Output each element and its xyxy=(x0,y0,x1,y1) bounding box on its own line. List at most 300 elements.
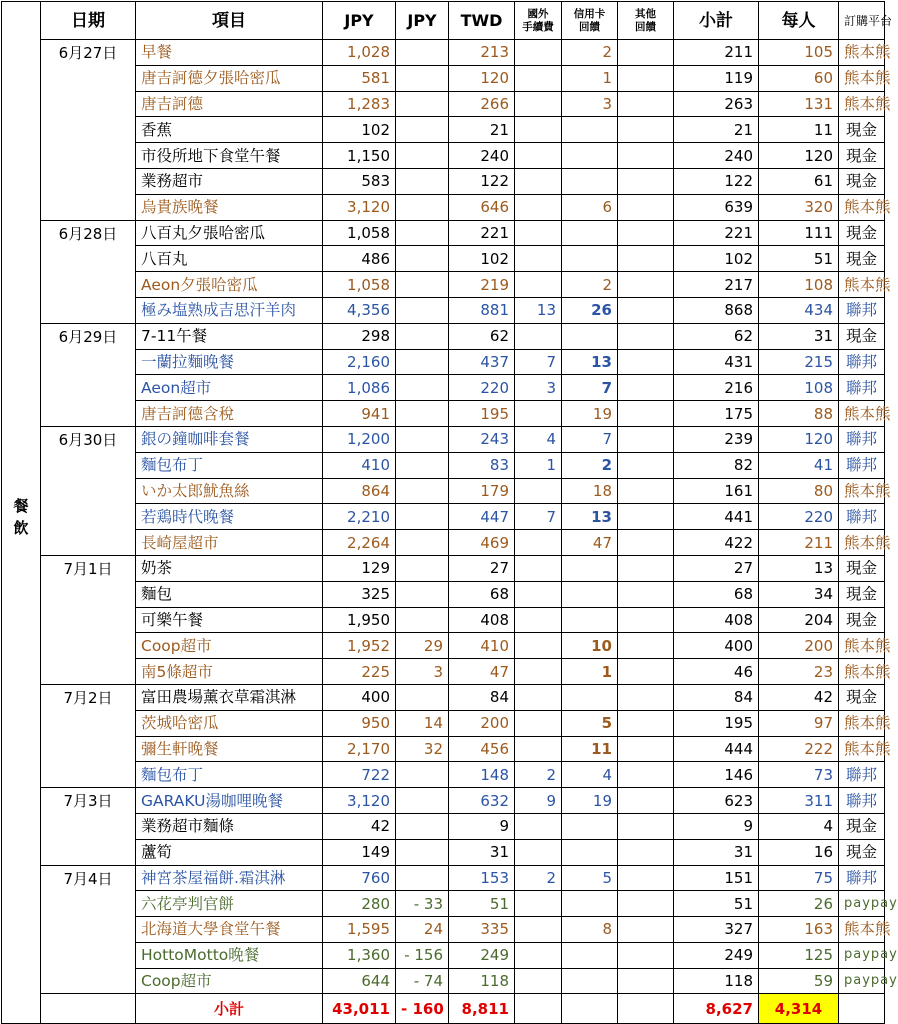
item-cell: 烏貴族晚餐 xyxy=(136,194,323,220)
foreign-fee-cell xyxy=(515,710,562,736)
jpy-cell: 644 xyxy=(323,968,396,994)
card-rebate-cell: 4 xyxy=(562,762,618,788)
platform-cell: 現金 xyxy=(839,555,885,581)
jpy-cell: 298 xyxy=(323,323,396,349)
twd-cell: 221 xyxy=(449,220,515,246)
per-person-cell: 204 xyxy=(759,607,839,633)
per-person-cell: 80 xyxy=(759,478,839,504)
jpy-adjust-header: JPY xyxy=(396,2,449,40)
card-rebate-cell: 6 xyxy=(562,194,618,220)
twd-cell: 266 xyxy=(449,91,515,117)
twd-cell: 213 xyxy=(449,40,515,66)
platform-cell: 現金 xyxy=(839,607,885,633)
subtotal-cell: 217 xyxy=(674,272,759,298)
per-person-cell: 13 xyxy=(759,555,839,581)
total-per-person: 4,314 xyxy=(759,994,839,1024)
foreign-fee-cell xyxy=(515,194,562,220)
card-rebate-cell: 47 xyxy=(562,530,618,556)
per-person-cell: 51 xyxy=(759,246,839,272)
twd-cell: 122 xyxy=(449,168,515,194)
total-label: 小計 xyxy=(136,994,323,1024)
jpy-adjust-cell xyxy=(396,504,449,530)
item-cell: 八百丸夕張哈密瓜 xyxy=(136,220,323,246)
twd-cell: 118 xyxy=(449,968,515,994)
card-rebate-cell: 19 xyxy=(562,788,618,814)
other-rebate-cell xyxy=(618,143,674,169)
platform-cell: 聯邦 xyxy=(839,504,885,530)
per-person-cell: 108 xyxy=(759,272,839,298)
other-rebate-cell xyxy=(618,839,674,865)
jpy-adjust-cell xyxy=(396,297,449,323)
jpy-cell: 1,150 xyxy=(323,143,396,169)
date-cell: 6月29日 xyxy=(41,323,136,426)
twd-cell: 220 xyxy=(449,375,515,401)
subtotal-cell: 249 xyxy=(674,942,759,968)
card-rebate-cell xyxy=(562,555,618,581)
per-person-cell: 120 xyxy=(759,143,839,169)
subtotal-cell: 68 xyxy=(674,581,759,607)
subtotal-cell: 431 xyxy=(674,349,759,375)
per-person-cell: 311 xyxy=(759,788,839,814)
jpy-cell: 2,160 xyxy=(323,349,396,375)
foreign-fee-cell: 7 xyxy=(515,349,562,375)
twd-cell: 153 xyxy=(449,865,515,891)
foreign-fee-cell xyxy=(515,607,562,633)
item-cell: 唐吉訶德含稅 xyxy=(136,401,323,427)
foreign-fee-cell xyxy=(515,813,562,839)
other-rebate-cell xyxy=(618,917,674,943)
date-cell: 6月30日 xyxy=(41,426,136,555)
item-header: 項目 xyxy=(136,2,323,40)
card-rebate-cell: 13 xyxy=(562,504,618,530)
subtotal-cell: 216 xyxy=(674,375,759,401)
other-rebate-cell xyxy=(618,607,674,633)
other-rebate-cell xyxy=(618,684,674,710)
jpy-cell: 864 xyxy=(323,478,396,504)
foreign-fee-cell xyxy=(515,917,562,943)
subtotal-header: 小計 xyxy=(674,2,759,40)
foreign-fee-cell xyxy=(515,581,562,607)
subtotal-cell: 175 xyxy=(674,401,759,427)
other-rebate-cell xyxy=(618,865,674,891)
platform-cell: 熊本熊 xyxy=(839,194,885,220)
platform-cell: 現金 xyxy=(839,581,885,607)
item-cell: Aeon超市 xyxy=(136,375,323,401)
item-cell: 唐吉訶德夕張哈密瓜 xyxy=(136,65,323,91)
card-rebate-cell: 8 xyxy=(562,917,618,943)
per-person-cell: 131 xyxy=(759,91,839,117)
card-rebate-cell xyxy=(562,117,618,143)
foreign-fee-cell xyxy=(515,684,562,710)
foreign-fee-cell xyxy=(515,736,562,762)
twd-cell: 335 xyxy=(449,917,515,943)
total-fee xyxy=(515,994,562,1024)
subtotal-cell: 51 xyxy=(674,891,759,917)
platform-cell: 熊本熊 xyxy=(839,272,885,298)
card-rebate-cell xyxy=(562,891,618,917)
header-row xyxy=(2,2,885,40)
jpy-cell: 400 xyxy=(323,684,396,710)
foreign-fee-cell xyxy=(515,555,562,581)
jpy-cell: 941 xyxy=(323,401,396,427)
jpy-cell: 42 xyxy=(323,813,396,839)
item-cell: 若鶏時代晚餐 xyxy=(136,504,323,530)
platform-cell: 聯邦 xyxy=(839,426,885,452)
item-cell: 長崎屋超市 xyxy=(136,530,323,556)
foreign-fee-cell xyxy=(515,530,562,556)
platform-cell: 聯邦 xyxy=(839,349,885,375)
platform-cell: 現金 xyxy=(839,813,885,839)
foreign-fee-cell xyxy=(515,839,562,865)
total-platform xyxy=(839,994,885,1024)
jpy-cell: 102 xyxy=(323,117,396,143)
platform-cell: 熊本熊 xyxy=(839,633,885,659)
jpy-adjust-cell xyxy=(396,865,449,891)
foreign-fee-cell xyxy=(515,65,562,91)
other-rebate-cell xyxy=(618,40,674,66)
other-rebate-cell xyxy=(618,452,674,478)
jpy-adjust-cell xyxy=(396,91,449,117)
jpy-cell: 410 xyxy=(323,452,396,478)
jpy-cell: 950 xyxy=(323,710,396,736)
item-cell: Coop超市 xyxy=(136,633,323,659)
platform-cell: 聯邦 xyxy=(839,865,885,891)
total-subtotal: 8,627 xyxy=(674,994,759,1024)
table-row xyxy=(2,40,885,66)
subtotal-cell: 240 xyxy=(674,143,759,169)
item-cell: Aeon夕張哈密瓜 xyxy=(136,272,323,298)
jpy-cell: 1,028 xyxy=(323,40,396,66)
date-cell: 7月1日 xyxy=(41,555,136,684)
card-rebate-cell xyxy=(562,323,618,349)
item-cell: 業務超市麵條 xyxy=(136,813,323,839)
other-rebate-cell xyxy=(618,323,674,349)
subtotal-cell: 400 xyxy=(674,633,759,659)
card-rebate-header: 信用卡 回饋 xyxy=(562,2,618,40)
jpy-adjust-cell xyxy=(396,349,449,375)
item-cell: 唐吉訶德 xyxy=(136,91,323,117)
per-person-cell: 108 xyxy=(759,375,839,401)
per-person-cell: 120 xyxy=(759,426,839,452)
category-header xyxy=(2,2,41,40)
twd-cell: 51 xyxy=(449,891,515,917)
jpy-adjust-cell xyxy=(396,607,449,633)
foreign-fee-cell xyxy=(515,891,562,917)
date-header: 日期 xyxy=(41,2,136,40)
card-rebate-cell xyxy=(562,246,618,272)
card-rebate-cell xyxy=(562,143,618,169)
subtotal-cell: 62 xyxy=(674,323,759,349)
jpy-cell: 1,283 xyxy=(323,91,396,117)
jpy-cell: 486 xyxy=(323,246,396,272)
twd-cell: 410 xyxy=(449,633,515,659)
per-person-cell: 34 xyxy=(759,581,839,607)
platform-cell: 現金 xyxy=(839,117,885,143)
per-person-cell: 215 xyxy=(759,349,839,375)
jpy-cell: 325 xyxy=(323,581,396,607)
platform-cell: 熊本熊 xyxy=(839,91,885,117)
twd-cell: 447 xyxy=(449,504,515,530)
category-label: 餐 飲 xyxy=(2,40,41,994)
foreign-fee-cell xyxy=(515,117,562,143)
per-person-cell: 26 xyxy=(759,891,839,917)
per-person-cell: 60 xyxy=(759,65,839,91)
item-cell: 南5條超市 xyxy=(136,659,323,685)
jpy-adjust-cell xyxy=(396,117,449,143)
table-row xyxy=(2,555,885,581)
platform-cell: 聯邦 xyxy=(839,375,885,401)
platform-cell: 聯邦 xyxy=(839,452,885,478)
other-rebate-cell xyxy=(618,65,674,91)
twd-cell: 120 xyxy=(449,65,515,91)
subtotal-cell: 31 xyxy=(674,839,759,865)
card-rebate-cell xyxy=(562,581,618,607)
foreign-fee-cell: 3 xyxy=(515,375,562,401)
subtotal-cell: 211 xyxy=(674,40,759,66)
platform-cell: 現金 xyxy=(839,839,885,865)
platform-cell: 現金 xyxy=(839,168,885,194)
jpy-cell: 760 xyxy=(323,865,396,891)
platform-cell: 熊本熊 xyxy=(839,736,885,762)
subtotal-cell: 27 xyxy=(674,555,759,581)
twd-cell: 219 xyxy=(449,272,515,298)
twd-cell: 243 xyxy=(449,426,515,452)
subtotal-cell: 21 xyxy=(674,117,759,143)
total-jpy: 43,011 xyxy=(323,994,396,1024)
platform-cell: 熊本熊 xyxy=(839,530,885,556)
platform-cell: paypay xyxy=(839,891,885,917)
card-rebate-cell: 18 xyxy=(562,478,618,504)
jpy-cell: 2,170 xyxy=(323,736,396,762)
date-cell: 7月4日 xyxy=(41,865,136,994)
platform-cell: 熊本熊 xyxy=(839,659,885,685)
foreign-fee-cell: 13 xyxy=(515,297,562,323)
item-cell: HottoMotto晚餐 xyxy=(136,942,323,968)
card-rebate-cell xyxy=(562,220,618,246)
platform-cell: 聯邦 xyxy=(839,788,885,814)
table-row xyxy=(2,426,885,452)
jpy-cell: 1,360 xyxy=(323,942,396,968)
card-rebate-cell: 11 xyxy=(562,736,618,762)
jpy-adjust-cell: 14 xyxy=(396,710,449,736)
other-rebate-cell xyxy=(618,659,674,685)
jpy-cell: 1,950 xyxy=(323,607,396,633)
subtotal-cell: 119 xyxy=(674,65,759,91)
jpy-adjust-cell xyxy=(396,65,449,91)
platform-cell: 熊本熊 xyxy=(839,401,885,427)
subtotal-cell: 82 xyxy=(674,452,759,478)
jpy-adjust-cell xyxy=(396,246,449,272)
item-cell: 六花亭判官餅 xyxy=(136,891,323,917)
per-person-cell: 61 xyxy=(759,168,839,194)
platform-cell: 聯邦 xyxy=(839,762,885,788)
jpy-cell: 1,086 xyxy=(323,375,396,401)
other-rebate-cell xyxy=(618,504,674,530)
other-rebate-cell xyxy=(618,297,674,323)
item-cell: 富田農場薰衣草霜淇淋 xyxy=(136,684,323,710)
card-rebate-cell: 1 xyxy=(562,659,618,685)
subtotal-cell: 118 xyxy=(674,968,759,994)
per-person-cell: 42 xyxy=(759,684,839,710)
jpy-adjust-cell xyxy=(396,581,449,607)
twd-cell: 83 xyxy=(449,452,515,478)
card-rebate-cell: 2 xyxy=(562,272,618,298)
foreign-fee-header: 國外 手續費 xyxy=(515,2,562,40)
per-person-cell: 105 xyxy=(759,40,839,66)
twd-cell: 179 xyxy=(449,478,515,504)
card-rebate-cell: 26 xyxy=(562,297,618,323)
other-rebate-cell xyxy=(618,401,674,427)
platform-cell: 聯邦 xyxy=(839,297,885,323)
other-rebate-cell xyxy=(618,426,674,452)
card-rebate-cell: 1 xyxy=(562,65,618,91)
jpy-cell: 225 xyxy=(323,659,396,685)
per-person-cell: 320 xyxy=(759,194,839,220)
per-person-cell: 73 xyxy=(759,762,839,788)
item-cell: 7-11午餐 xyxy=(136,323,323,349)
card-rebate-cell: 13 xyxy=(562,349,618,375)
item-cell: 彌生軒晚餐 xyxy=(136,736,323,762)
foreign-fee-cell xyxy=(515,478,562,504)
foreign-fee-cell: 2 xyxy=(515,865,562,891)
other-rebate-cell xyxy=(618,168,674,194)
jpy-cell: 1,058 xyxy=(323,220,396,246)
jpy-adjust-cell xyxy=(396,426,449,452)
jpy-adjust-cell xyxy=(396,788,449,814)
other-rebate-cell xyxy=(618,762,674,788)
jpy-cell: 2,210 xyxy=(323,504,396,530)
item-cell: 蘆筍 xyxy=(136,839,323,865)
jpy-adjust-cell: 32 xyxy=(396,736,449,762)
jpy-adjust-cell xyxy=(396,813,449,839)
foreign-fee-cell xyxy=(515,246,562,272)
item-cell: 麵包 xyxy=(136,581,323,607)
twd-cell: 456 xyxy=(449,736,515,762)
jpy-adjust-cell: 3 xyxy=(396,659,449,685)
subtotal-cell: 444 xyxy=(674,736,759,762)
subtotal-cell: 46 xyxy=(674,659,759,685)
date-cell: 7月3日 xyxy=(41,788,136,865)
jpy-adjust-cell xyxy=(396,478,449,504)
other-rebate-cell xyxy=(618,942,674,968)
per-person-cell: 163 xyxy=(759,917,839,943)
per-person-cell: 222 xyxy=(759,736,839,762)
item-cell: 麵包布丁 xyxy=(136,452,323,478)
total-other xyxy=(618,994,674,1024)
foreign-fee-cell: 9 xyxy=(515,788,562,814)
foreign-fee-cell xyxy=(515,633,562,659)
per-person-cell: 11 xyxy=(759,117,839,143)
per-person-cell: 31 xyxy=(759,323,839,349)
item-cell: 香蕉 xyxy=(136,117,323,143)
twd-cell: 84 xyxy=(449,684,515,710)
subtotal-cell: 221 xyxy=(674,220,759,246)
other-rebate-cell xyxy=(618,788,674,814)
jpy-adjust-cell xyxy=(396,323,449,349)
other-rebate-cell xyxy=(618,555,674,581)
twd-cell: 27 xyxy=(449,555,515,581)
per-person-cell: 220 xyxy=(759,504,839,530)
jpy-cell: 149 xyxy=(323,839,396,865)
other-rebate-cell xyxy=(618,349,674,375)
item-cell: 八百丸 xyxy=(136,246,323,272)
subtotal-cell: 195 xyxy=(674,710,759,736)
other-rebate-cell xyxy=(618,581,674,607)
subtotal-cell: 146 xyxy=(674,762,759,788)
platform-cell: 熊本熊 xyxy=(839,917,885,943)
date-cell: 6月28日 xyxy=(41,220,136,323)
expense-table xyxy=(1,1,898,1024)
other-rebate-cell xyxy=(618,891,674,917)
other-rebate-cell xyxy=(618,633,674,659)
subtotal-cell: 422 xyxy=(674,530,759,556)
platform-cell: 現金 xyxy=(839,323,885,349)
other-rebate-cell xyxy=(618,968,674,994)
per-person-cell: 200 xyxy=(759,633,839,659)
subtotal-cell: 161 xyxy=(674,478,759,504)
card-rebate-cell: 3 xyxy=(562,91,618,117)
subtotal-cell: 151 xyxy=(674,865,759,891)
jpy-adjust-cell xyxy=(396,143,449,169)
twd-cell: 437 xyxy=(449,349,515,375)
subtotal-cell: 639 xyxy=(674,194,759,220)
item-cell: 北海道大學食堂午餐 xyxy=(136,917,323,943)
item-cell: 銀の鐘咖啡套餐 xyxy=(136,426,323,452)
twd-cell: 200 xyxy=(449,710,515,736)
per-person-cell: 75 xyxy=(759,865,839,891)
other-rebate-cell xyxy=(618,194,674,220)
other-rebate-cell xyxy=(618,710,674,736)
subtotal-cell: 122 xyxy=(674,168,759,194)
jpy-adjust-cell xyxy=(396,401,449,427)
item-cell: 極み塩熟成吉思汗羊肉 xyxy=(136,297,323,323)
other-rebate-cell xyxy=(618,117,674,143)
per-person-cell: 125 xyxy=(759,942,839,968)
card-rebate-cell xyxy=(562,684,618,710)
platform-header: 訂購平台 xyxy=(839,2,885,40)
jpy-cell: 583 xyxy=(323,168,396,194)
jpy-cell: 1,058 xyxy=(323,272,396,298)
other-rebate-cell xyxy=(618,272,674,298)
jpy-adjust-cell: - 74 xyxy=(396,968,449,994)
item-cell: 神宮茶屋福餅.霜淇淋 xyxy=(136,865,323,891)
foreign-fee-cell xyxy=(515,659,562,685)
foreign-fee-cell: 2 xyxy=(515,762,562,788)
jpy-adjust-cell: - 156 xyxy=(396,942,449,968)
platform-cell: 現金 xyxy=(839,143,885,169)
jpy-adjust-cell xyxy=(396,168,449,194)
card-rebate-cell xyxy=(562,813,618,839)
per-person-cell: 88 xyxy=(759,401,839,427)
subtotal-cell: 868 xyxy=(674,297,759,323)
total-twd: 8,811 xyxy=(449,994,515,1024)
jpy-adjust-cell xyxy=(396,220,449,246)
card-rebate-cell: 2 xyxy=(562,452,618,478)
card-rebate-cell: 5 xyxy=(562,865,618,891)
per-person-cell: 111 xyxy=(759,220,839,246)
twd-cell: 47 xyxy=(449,659,515,685)
per-person-cell: 97 xyxy=(759,710,839,736)
item-cell: 市役所地下食堂午餐 xyxy=(136,143,323,169)
card-rebate-cell xyxy=(562,968,618,994)
jpy-cell: 722 xyxy=(323,762,396,788)
platform-cell: 現金 xyxy=(839,684,885,710)
twd-cell: 9 xyxy=(449,813,515,839)
foreign-fee-cell: 1 xyxy=(515,452,562,478)
foreign-fee-cell xyxy=(515,40,562,66)
jpy-cell: 1,200 xyxy=(323,426,396,452)
jpy-adjust-cell xyxy=(396,684,449,710)
